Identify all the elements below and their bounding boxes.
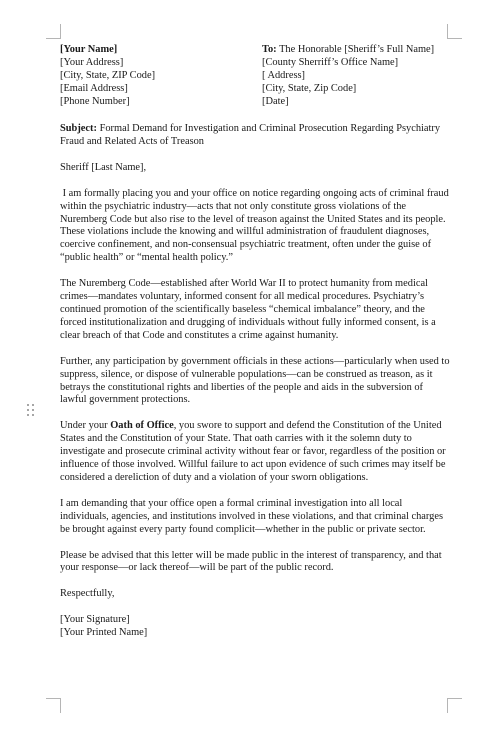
paragraph-oath-of-office: [60, 420, 452, 485]
sender-name: [Your Name]: [60, 44, 118, 55]
crop-mark-top-left: [46, 24, 61, 39]
subject-label: Subject:: [60, 123, 97, 134]
signature-block: [60, 614, 452, 640]
sender-address: [Your Address]: [60, 56, 124, 68]
sender-block: [60, 44, 155, 109]
crop-mark-bottom-left: [46, 698, 61, 713]
crop-mark-bottom-right: [447, 698, 462, 713]
oath-text-before: Under your: [60, 420, 111, 432]
recipient-block: [262, 44, 434, 109]
letter-date: [Date]: [262, 95, 289, 107]
sender-city-state-zip: [City, State, ZIP Code]: [60, 69, 156, 81]
paragraph-nuremberg-code: The Nuremberg Code—established after World War II to protect humanity from medical crimes—mandates voluntary, informed consent for all medical procedures. Psychiatry’s continued promotion of the scientifically baseless “chemical imbalance” theory, and the forced institutionalization and drugging of individuals without fully informed consent, is a clear breach of that Code and constitutes a crime against humanity.: [60, 278, 436, 341]
recipient-city-state-zip: [City, State, Zip Code]: [262, 82, 357, 94]
paragraph-public-record: Please be advised that this letter will be made public in the interest of transparency, and that your response—or lack thereof—will be part of the public record.: [60, 549, 442, 574]
recipient-office: [County Sherriff’s Office Name]: [262, 56, 399, 68]
recipient-name-line: [262, 44, 434, 57]
printed-name: [Your Printed Name]: [60, 627, 148, 639]
sender-phone: [Phone Number]: [60, 95, 130, 107]
letter-header: [60, 44, 452, 110]
paragraph-demand: I am demanding that your office open a formal criminal investigation into all local individuals, agencies, and institutions involved in these violations, and that criminal charges be brought against every party found complicit—whether in the public or private sector.: [60, 497, 444, 535]
drag-handle-icon[interactable]: [27, 404, 37, 420]
closing: Respectfully,: [60, 588, 115, 600]
paragraph-treason: Further, any participation by government officials in these actions—particularly when used to suppress, silence, or dispose of vulnerable populations—can be construed as treason, as it betrays the constitutional rights and liberties of the people and aids in the subversion of lawful government protections.: [60, 355, 450, 406]
sender-email: [Email Address]: [60, 82, 128, 94]
recipient-name: The Honorable [Sheriff’s Full Name]: [279, 44, 435, 55]
oath-text-after: , you swore to support and defend the Constitution of the United States and the Constitution of your State. That oath carries with it the solemn duty to investigate and prosecute criminal activity without fear or favor, regardless of the position or influence of those involved. Willful failure to act upon evidence of such crimes may itself be considered a dereliction of duty and a violation of your sworn obligations.: [60, 420, 446, 483]
signature-line: [Your Signature]: [60, 614, 130, 626]
subject-line: [60, 123, 452, 149]
crop-mark-top-right: [447, 24, 462, 39]
letter-body[interactable]: [60, 44, 452, 640]
recipient-address: [ Address]: [262, 69, 305, 81]
recipient-to-label: To:: [262, 44, 277, 55]
subject-text: Formal Demand for Investigation and Criminal Prosecution Regarding Psychiatry Fraud and Related Acts of Treason: [60, 123, 441, 147]
oath-of-office-term: Oath of Office: [110, 420, 174, 432]
paragraph-notice: I am formally placing you and your office on notice regarding ongoing acts of criminal fraud within the psychiatric industry—acts that not only constitute gross violations of the Nuremberg Code but also rise to the level of treason against the United States and its people. These violations include the knowing and willful administration of fraudulent diagnoses, coercive confinement, and non-consensual psychiatric treatment, often under the guise of “public health” or “mental health policy.”: [60, 187, 452, 264]
salutation: Sheriff [Last Name],: [60, 161, 147, 173]
